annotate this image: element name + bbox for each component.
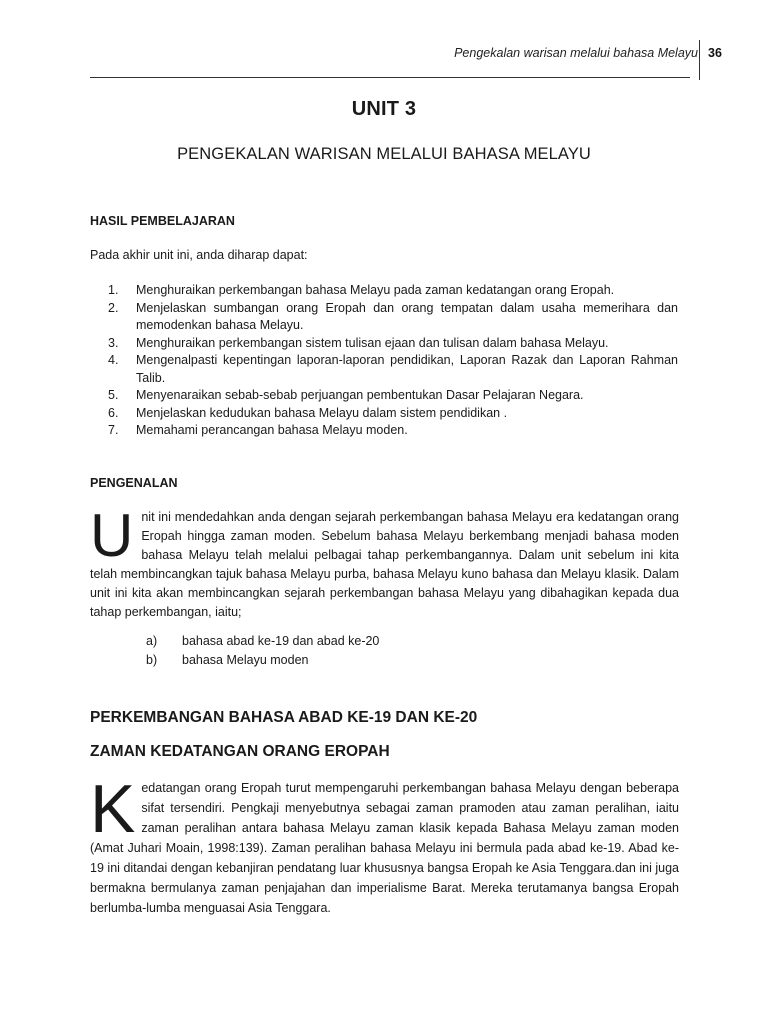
header-divider: [699, 40, 700, 80]
list-item-text: Menghuraikan perkembangan sistem tulisan ejaan dan tulisan dalam bahasa Melayu.: [136, 335, 609, 350]
list-item: [108, 282, 678, 300]
development-stages-list: [146, 632, 379, 670]
page-number: 36: [708, 46, 722, 60]
header-rule: [90, 77, 690, 78]
list-item-number: 7.: [108, 423, 119, 437]
main-title: PENGEKALAN WARISAN MELALUI BAHASA MELAYU: [177, 145, 591, 163]
introduction-heading: PENGENALAN: [90, 476, 178, 490]
list-item: [108, 387, 678, 405]
list-item-text: Menyenaraikan sebab-sebab perjuangan pembentukan Dasar Pelajaran Negara.: [136, 388, 584, 402]
list-item: [146, 651, 379, 670]
running-header-title: Pengekalan warisan melalui bahasa Melayu: [454, 46, 698, 60]
list-item: [108, 405, 678, 423]
section-heading: PERKEMBANGAN BAHASA ABAD KE-19 DAN KE-20: [90, 709, 478, 726]
list-item-number: 2.: [108, 300, 119, 315]
list-item-number: 6.: [108, 405, 119, 420]
list-item-number: 5.: [108, 388, 119, 402]
list-item: [108, 300, 678, 335]
list-item-label: b): [146, 653, 158, 667]
list-item-text: Memahami perancangan bahasa Melayu moden.: [136, 423, 408, 437]
learning-outcomes-intro: Pada akhir unit ini, anda diharap dapat:: [90, 248, 308, 262]
list-item-text: Mengenalpasti kepentingan laporan-laporan pendidikan, Laporan Razak dan Laporan Rahman Talib.: [136, 353, 678, 385]
list-item-text: Menghuraikan perkembangan bahasa Melayu pada zaman kedatangan orang Eropah.: [136, 283, 615, 297]
list-item-text: Menjelaskan sumbangan orang Eropah dan orang tempatan dalam usaha memerihara dan memodenkan bahasa Melayu.: [136, 300, 678, 332]
drop-cap-letter: K: [90, 771, 136, 847]
list-item: [108, 352, 678, 387]
subsection-text: edatangan orang Eropah turut mempengaruhi perkembangan bahasa Melayu dengan beberapa sifat tersendiri. Pengkaji menyebutnya sebagai zaman pramoden atau zaman peralihan, iaitu zaman peralihan antara bahasa Melayu zaman klasik kepada Bahasa Melayu zaman moden (Amat Juhari Moain, 1998:139). Zaman peralihan bahasa Melayu ini bermula pada abad ke-19. Abad ke-19 ini ditandai dengan kebanjiran pendatang luar khususnya bangsa Eropah ke Asia Tenggara.dan ini juga bermakna bermulanya zaman penjajahan dan imperialisme Barat. Mereka terutamanya bangsa Eropah berlumba-lumba menguasai Asia Tenggara.: [90, 781, 679, 915]
list-item-text: Menjelaskan kedudukan bahasa Melayu dalam sistem pendidikan .: [136, 405, 508, 420]
list-item: [108, 335, 678, 353]
list-item: [108, 422, 678, 440]
learning-outcomes-list: [108, 282, 678, 440]
list-item-number: 1.: [108, 283, 119, 297]
list-item-text: bahasa abad ke-19 dan abad ke-20: [182, 634, 380, 648]
list-item-text: bahasa Melayu moden: [182, 653, 309, 667]
introduction-text: nit ini mendedahkan anda dengan sejarah perkembangan bahasa Melayu era kedatangan orang Eropah hingga zaman moden. Sebelum bahasa Melayu berkembang menjadi bahasa moden bahasa Melayu telah melalui pelbagai tahap perkembangannya. Dalam unit sebelum ini kita telah membincangkan tajuk bahasa Melayu purba, bahasa Melayu kuno bahasa dan Melayu klasik. Dalam unit ini kita akan membincangkan sejarah perkembangan bahasa Melayu yang dibahagikan kepada dua tahap perkembangan, iaitu;: [90, 510, 679, 619]
subsection-heading: ZAMAN KEDATANGAN ORANG EROPAH: [90, 743, 390, 760]
list-item-number: 4.: [108, 353, 119, 367]
introduction-paragraph: [90, 502, 679, 622]
unit-title: UNIT 3: [351, 98, 417, 120]
drop-cap-letter: U: [90, 502, 134, 569]
list-item: [146, 632, 379, 651]
list-item-number: 3.: [108, 335, 119, 350]
list-item-label: a): [146, 634, 158, 648]
subsection-paragraph: [90, 771, 679, 918]
learning-outcomes-heading: HASIL PEMBELAJARAN: [90, 214, 235, 228]
